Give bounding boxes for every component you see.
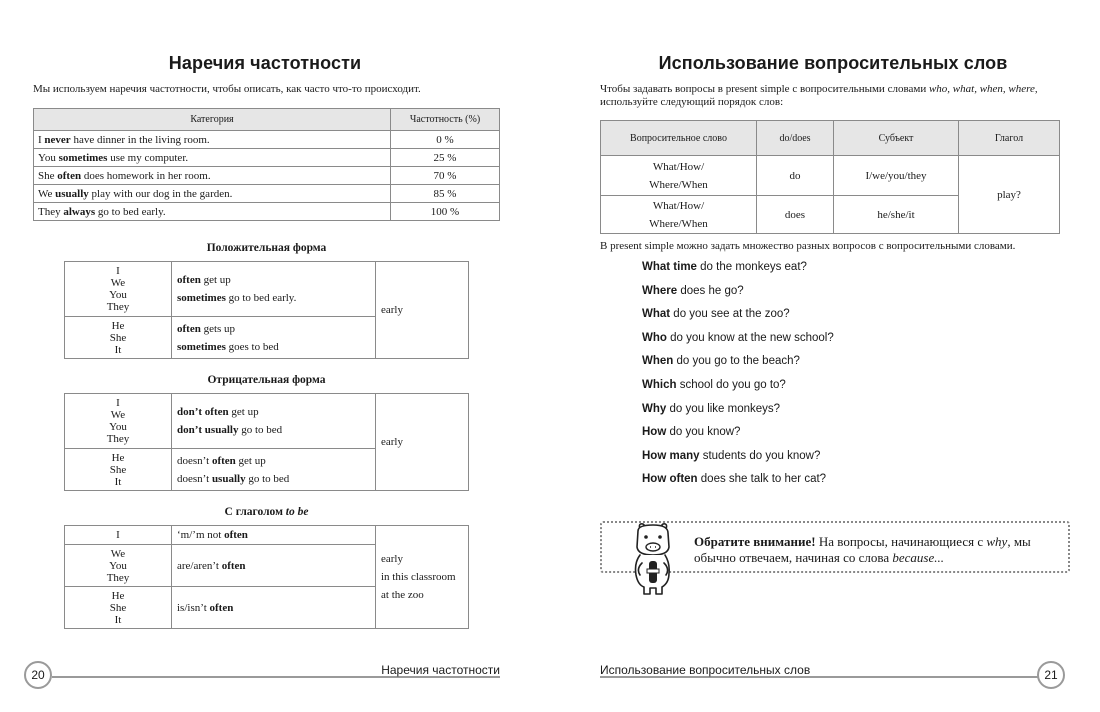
header-frequency: Частотность (%) [391, 109, 500, 131]
page-title: Наречия частотности [168, 53, 362, 73]
list-item: When do you go to the beach? [642, 355, 800, 368]
percent-cell: 70 % [391, 167, 500, 185]
adverbial-cell: early [376, 394, 469, 491]
sentence-cell: I never have dinner in the living room. [34, 131, 391, 149]
verb-cell: are/aren’t often [172, 545, 376, 587]
sentence-cell: They always go to bed early. [34, 203, 391, 221]
positive-form-heading: Положительная форма [206, 242, 327, 254]
question-word-cell: What/How/ Where/When [601, 196, 757, 234]
header-question-word: Вопросительное слово [601, 121, 757, 156]
to-be-table [64, 525, 469, 629]
sentence-cell: You sometimes use my computer. [34, 149, 391, 167]
table-row [65, 262, 469, 317]
list-item: What time do the monkeys eat? [642, 261, 807, 273]
table-row [601, 156, 1060, 196]
capybara-icon [628, 519, 678, 597]
subject-cell: he/she/it [834, 196, 959, 234]
intro-text: Чтобы задавать вопросы в present simple с вопросительными словами who, what, when, where, используйте следующий порядок слов: [600, 83, 1038, 108]
list-item: How do you know? [642, 426, 741, 439]
pronoun-cell: He She It [65, 317, 172, 359]
pronoun-cell: He She It [65, 587, 172, 629]
verb-cell: ‘m/’m not often [172, 526, 376, 545]
table-row [34, 185, 500, 203]
list-item: What do you see at the zoo? [642, 308, 790, 321]
footer-title: Использование вопросительных слов [600, 663, 811, 677]
verb-cell: play? [959, 156, 1060, 234]
table-row [34, 149, 500, 167]
pronoun-cell: I We You They [65, 262, 172, 317]
list-item: Which school do you go to? [642, 378, 786, 391]
verb-cell: often get up sometimes go to bed early. [172, 262, 376, 317]
page-number: 20 [24, 661, 52, 689]
list-item: How many students do you know? [642, 449, 821, 462]
verb-cell: don’t often get up don’t usually go to bed [172, 394, 376, 449]
table-row [65, 394, 469, 449]
sentence-cell: She often does homework in her room. [34, 167, 391, 185]
frequency-table [33, 108, 500, 221]
header-verb: Глагол [959, 121, 1060, 156]
adverbial-cell: early [376, 262, 469, 359]
mid-text: В present simple можно задать множество разных вопросов с вопросительными словами. [600, 240, 1016, 252]
header-do-does: do/does [757, 121, 834, 156]
aux-cell: do [757, 156, 834, 196]
table-row [34, 203, 500, 221]
pronoun-cell: I [65, 526, 172, 545]
list-item: Who do you know at the new school? [642, 331, 834, 344]
table-row [34, 167, 500, 185]
pronoun-cell: We You They [65, 545, 172, 587]
header-subject: Субъект [834, 121, 959, 156]
page-number: 21 [1037, 661, 1065, 689]
list-item: How often does she talk to her cat? [642, 473, 827, 486]
negative-form-heading: Отрицательная форма [207, 374, 326, 386]
intro-text: Мы используем наречия частотности, чтобы описать, как часто что-то происходит. [33, 83, 421, 95]
percent-cell: 0 % [391, 131, 500, 149]
table-header-row [601, 121, 1060, 156]
list-item: Where does he go? [642, 284, 744, 297]
positive-form-table [64, 261, 469, 359]
to-be-heading: С глаголом to be [224, 506, 309, 518]
note-text: Обратите внимание! На вопросы, начинающиеся с why, мы обычно отвечаем, начиная со слова because... [694, 534, 1031, 565]
aux-cell: does [757, 196, 834, 234]
verb-cell: often gets up sometimes goes to bed [172, 317, 376, 359]
right-page [550, 0, 1100, 712]
table-row [34, 131, 500, 149]
percent-cell: 100 % [391, 203, 500, 221]
negative-form-table [64, 393, 469, 491]
percent-cell: 25 % [391, 149, 500, 167]
sentence-cell: We usually play with our dog in the garden. [34, 185, 391, 203]
table-row [65, 526, 469, 545]
adverbial-cell: early in this classroom at the zoo [376, 526, 469, 629]
pronoun-cell: I We You They [65, 394, 172, 449]
table-header-row [34, 109, 500, 131]
verb-cell: doesn’t often get up doesn’t usually go to bed [172, 449, 376, 491]
footer-title: Наречия частотности [381, 663, 500, 677]
pronoun-cell: He She It [65, 449, 172, 491]
verb-cell: is/isn’t often [172, 587, 376, 629]
percent-cell: 85 % [391, 185, 500, 203]
page-title: Использование вопросительных слов [658, 53, 1008, 73]
subject-cell: I/we/you/they [834, 156, 959, 196]
question-word-table [600, 120, 1060, 234]
question-word-cell: What/How/ Where/When [601, 156, 757, 196]
note-box [600, 521, 1070, 573]
header-category: Категория [34, 109, 391, 131]
list-item: Why do you like monkeys? [642, 402, 781, 415]
question-list [642, 261, 834, 497]
